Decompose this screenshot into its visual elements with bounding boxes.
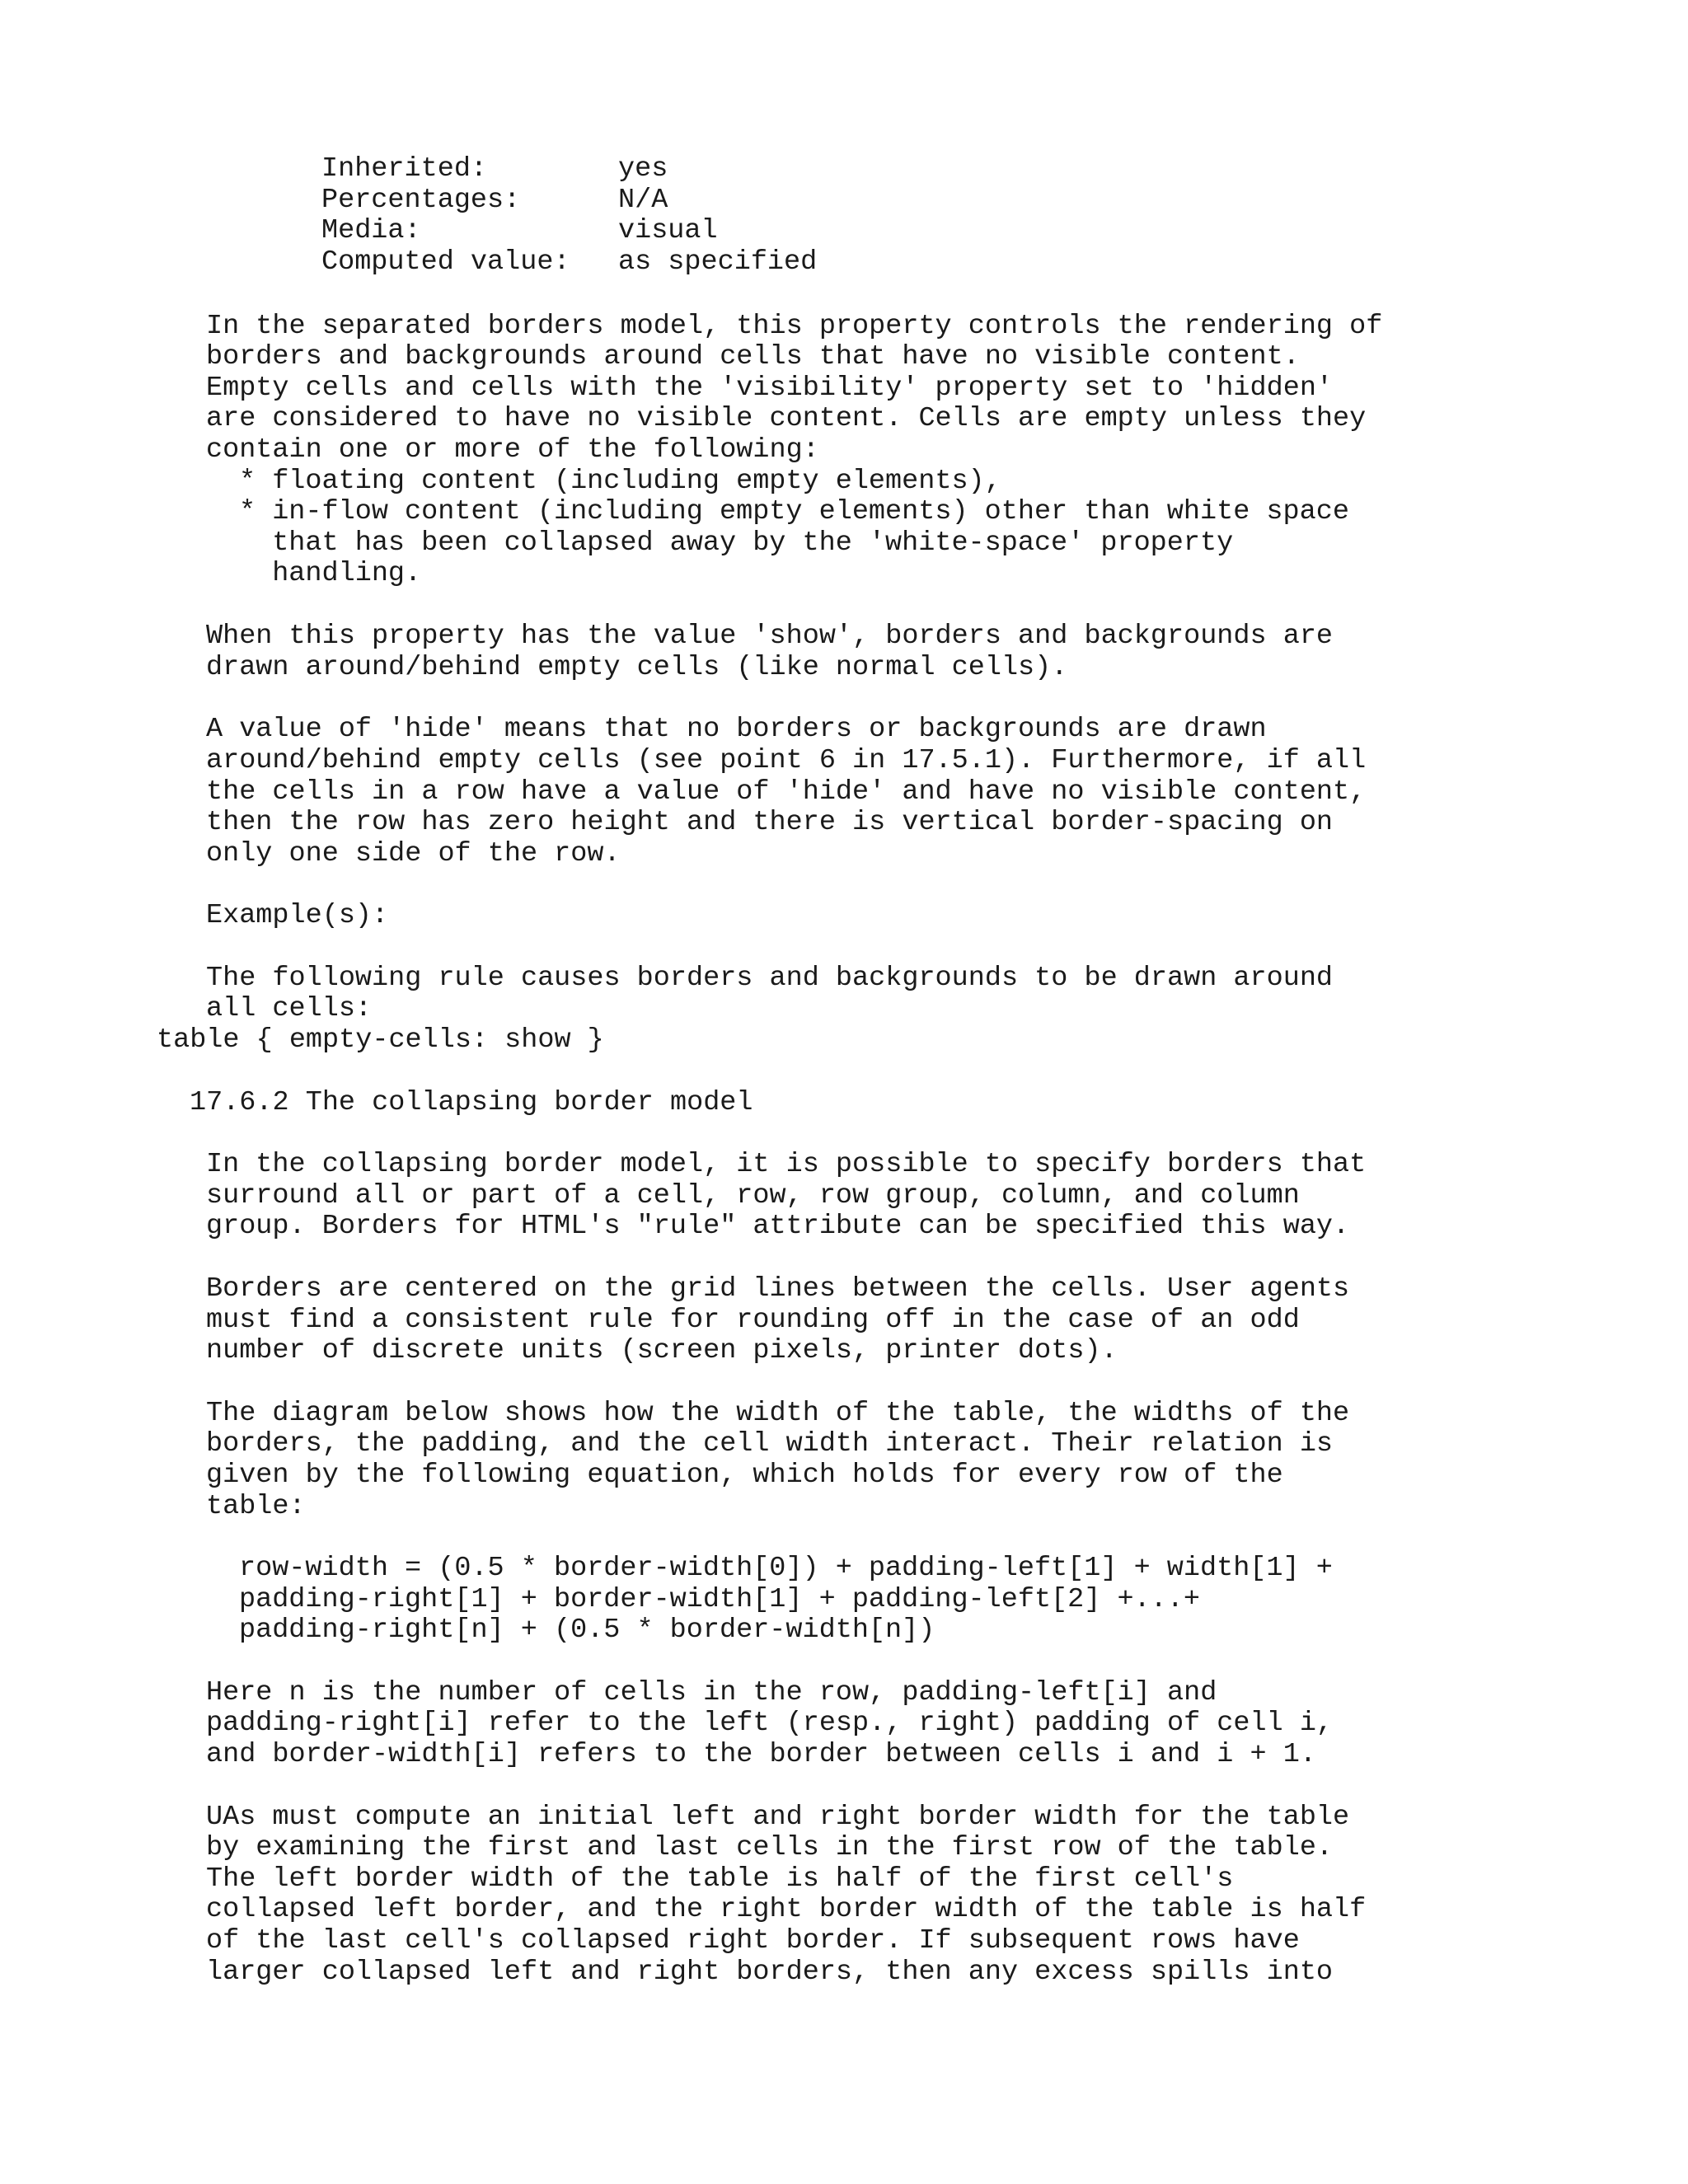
list-item: * in-flow content (including empty elements) other than white space (239, 496, 1349, 527)
text-line: surround all or part of a cell, row, row group, column, and column (206, 1180, 1300, 1212)
equation-line: padding-right[1] + border-width[1] + padding-left[2] +...+ (239, 1584, 1200, 1615)
example-label: Example(s): (206, 900, 389, 931)
equation-line: row-width = (0.5 * border-width[0]) + padding-left[1] + width[1] + (239, 1553, 1333, 1584)
text-line: Empty cells and cells with the 'visibility' property set to 'hidden' (206, 373, 1334, 404)
property-value: visual (618, 215, 718, 246)
text-line: In the separated borders model, this property controls the rendering of (206, 311, 1383, 342)
section-heading: 17.6.2 The collapsing border model (190, 1087, 753, 1118)
property-label: Media: (321, 215, 421, 246)
text-line: The left border width of the table is half of the first cell's (206, 1863, 1234, 1895)
text-line: The following rule causes borders and backgrounds to be drawn around (206, 963, 1334, 994)
text-line: A value of 'hide' means that no borders or backgrounds are drawn (206, 714, 1267, 745)
text-line: group. Borders for HTML's "rule" attribute can be specified this way. (206, 1211, 1350, 1242)
property-value: N/A (618, 185, 668, 216)
text-line: borders, the padding, and the cell width interact. Their relation is (206, 1428, 1334, 1460)
text-line: Here n is the number of cells in the row, padding-left[i] and (206, 1677, 1217, 1708)
property-label: Computed value: (321, 246, 570, 278)
text-line: padding-right[i] refer to the left (resp., right) padding of cell i, (206, 1708, 1334, 1739)
text-line: given by the following equation, which holds for every row of the (206, 1460, 1283, 1491)
text-line: of the last cell's collapsed right border. If subsequent rows have (206, 1925, 1300, 1957)
text-line: only one side of the row. (206, 838, 621, 869)
text-line: Borders are centered on the grid lines between the cells. User agents (206, 1273, 1350, 1305)
text-line: When this property has the value 'show', borders and backgrounds are (206, 621, 1334, 652)
text-line: around/behind empty cells (see point 6 in 17.5.1). Furthermore, if all (206, 745, 1367, 776)
text-line: table: (206, 1491, 306, 1522)
code-example: table { empty-cells: show } (157, 1024, 604, 1056)
text-line: larger collapsed left and right borders, then any excess spills into (206, 1957, 1334, 1988)
list-item: handling. (239, 558, 422, 589)
property-label: Percentages: (321, 185, 521, 216)
equation-line: padding-right[n] + (0.5 * border-width[n]) (239, 1615, 935, 1646)
text-line: the cells in a row have a value of 'hide' and have no visible content, (206, 776, 1367, 808)
text-line: and border-width[i] refers to the border between cells i and i + 1. (206, 1739, 1316, 1770)
text-line: then the row has zero height and there is vertical border-spacing on (206, 807, 1334, 838)
text-line: must find a consistent rule for rounding off in the case of an odd (206, 1305, 1300, 1336)
text-line: borders and backgrounds around cells that have no visible content. (206, 341, 1300, 373)
list-item: * floating content (including empty elements), (239, 466, 1001, 497)
property-value: yes (618, 153, 668, 185)
text-line: UAs must compute an initial left and right border width for the table (206, 1802, 1350, 1833)
text-line: drawn around/behind empty cells (like normal cells). (206, 652, 1068, 683)
text-line: The diagram below shows how the width of the table, the widths of the (206, 1398, 1350, 1429)
text-line: collapsed left border, and the right border width of the table is half (206, 1894, 1367, 1925)
text-line: by examining the first and last cells in the first row of the table. (206, 1832, 1334, 1863)
property-value: as specified (618, 246, 818, 278)
text-line: are considered to have no visible content. Cells are empty unless they (206, 403, 1367, 434)
list-item: that has been collapsed away by the 'white-space' property (239, 527, 1234, 559)
text-line: contain one or more of the following: (206, 434, 819, 466)
property-label: Inherited: (321, 153, 488, 185)
text-line: number of discrete units (screen pixels, printer dots). (206, 1335, 1118, 1366)
text-line: all cells: (206, 993, 373, 1024)
text-line: In the collapsing border model, it is possible to specify borders that (206, 1149, 1367, 1180)
